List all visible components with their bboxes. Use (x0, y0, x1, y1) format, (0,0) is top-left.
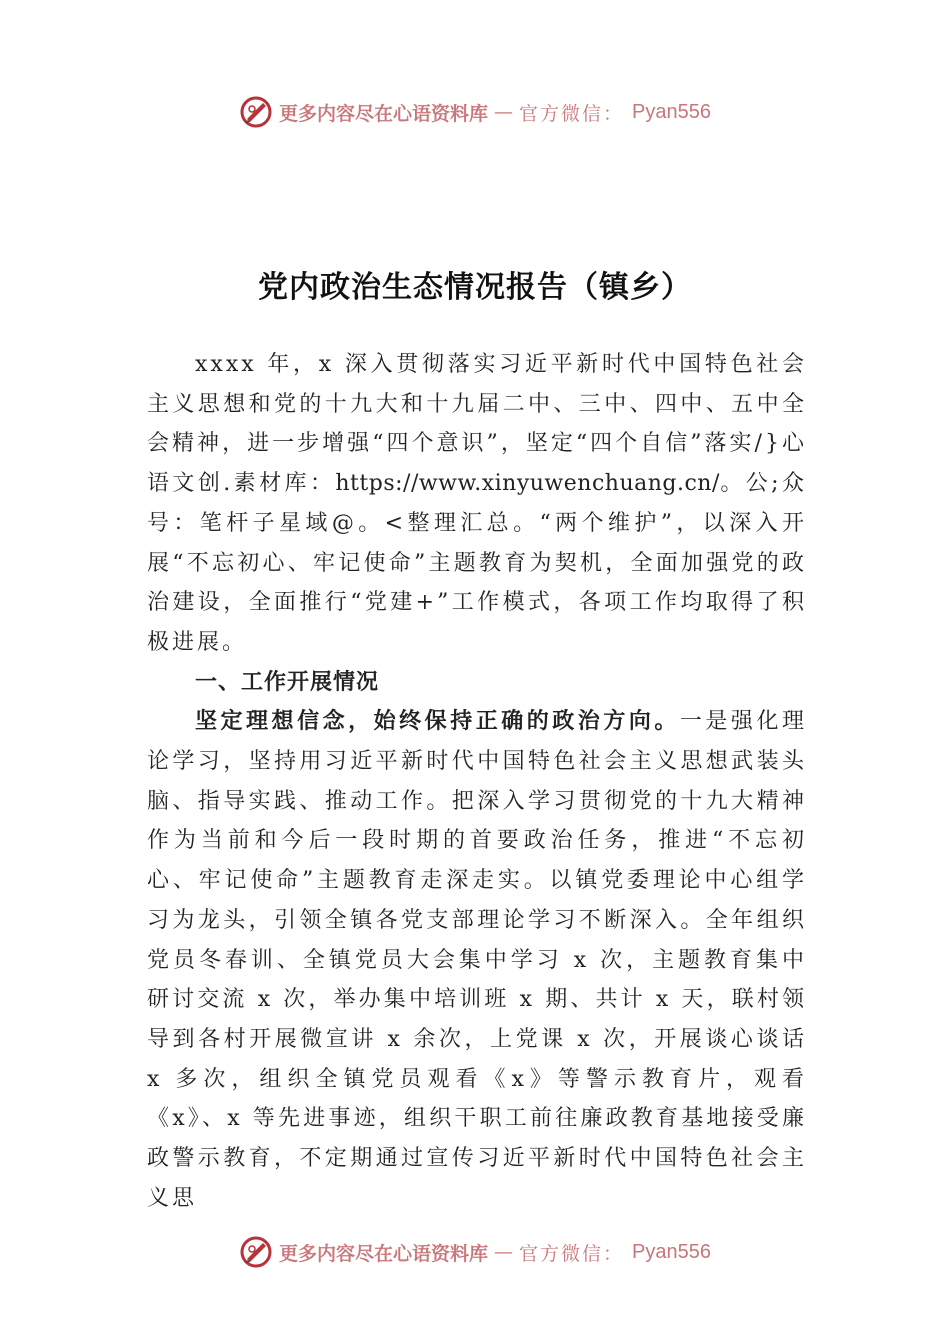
brand-logo-icon (239, 95, 273, 129)
paragraph-body: 一是强化理论学习，坚持用习近平新时代中国特色社会主义思想武装头脑、指导实践、推动工作。把深入学习贯彻党的十九大精神作为当前和今后一段时期的首要政治任务，推进“不忘初心、牢记使命”主题教育走深走实。以镇党委理论中心组学习为龙头，引领全镇各党支部理论学习不断深入。全年组织党员冬春训、全镇党员大会集中学习 x 次，主题教育集中研讨交流 x 次，举办集中培训班 x 期、共计 x 天，联村领导到各村开展微宣讲 x 余次，上党课 x 次，开展谈心谈话 x 多次，组织全镇党员观看《x》等警示教育片，观看《x》、x 等先进事迹，组织干职工前往廉政教育基地接受廉政警示教育，不定期通过宣传习近平新时代中国特色社会主义思 (147, 709, 807, 1211)
brand-text: 更多内容尽在心语资料库 (279, 102, 489, 125)
wechat-label: 官方微信： (519, 102, 625, 125)
footer-banner (0, 1232, 950, 1272)
paragraph-lead: 坚定理想信念，始终保持正确的政治方向。 (195, 708, 680, 735)
wechat-label: 官方微信： (519, 1242, 625, 1265)
brand-logo-icon (239, 1235, 273, 1269)
body-paragraph (147, 702, 807, 1218)
intro-url: https://www.xinyuwenchuang.cn/ (335, 471, 720, 497)
banner-separator: — (494, 101, 514, 123)
brand-text: 更多内容尽在心语资料库 (279, 1242, 489, 1265)
section-heading: 一、工作开展情况 (195, 669, 380, 695)
document-title: 党内政治生态情况报告（镇乡） (258, 270, 692, 305)
header-banner (0, 92, 950, 132)
wechat-handle: Pyan556 (632, 100, 711, 123)
document-body (147, 345, 807, 1218)
wechat-handle: Pyan556 (632, 1240, 711, 1263)
intro-text-part2: 。公;众号：笔杆子星域@。<整理汇总。“两个维护”，以深入开展“不忘初心、牢记使命”主题教育为契机，全面加强党的政治建设，全面推行“党建+”工作模式，各项工作均取得了积极进展。 (147, 471, 807, 655)
intro-text-part1: xxxx 年，x 深入贯彻落实习近平新时代中国特色社会主义思想和党的十九大和十九届二中、三中、四中、五中全会精神，进一步增强“四个意识”，坚定“四个自信”落实/}心语文创.素材库： (147, 352, 807, 497)
intro-paragraph (147, 345, 807, 663)
banner-separator: — (494, 1241, 514, 1263)
